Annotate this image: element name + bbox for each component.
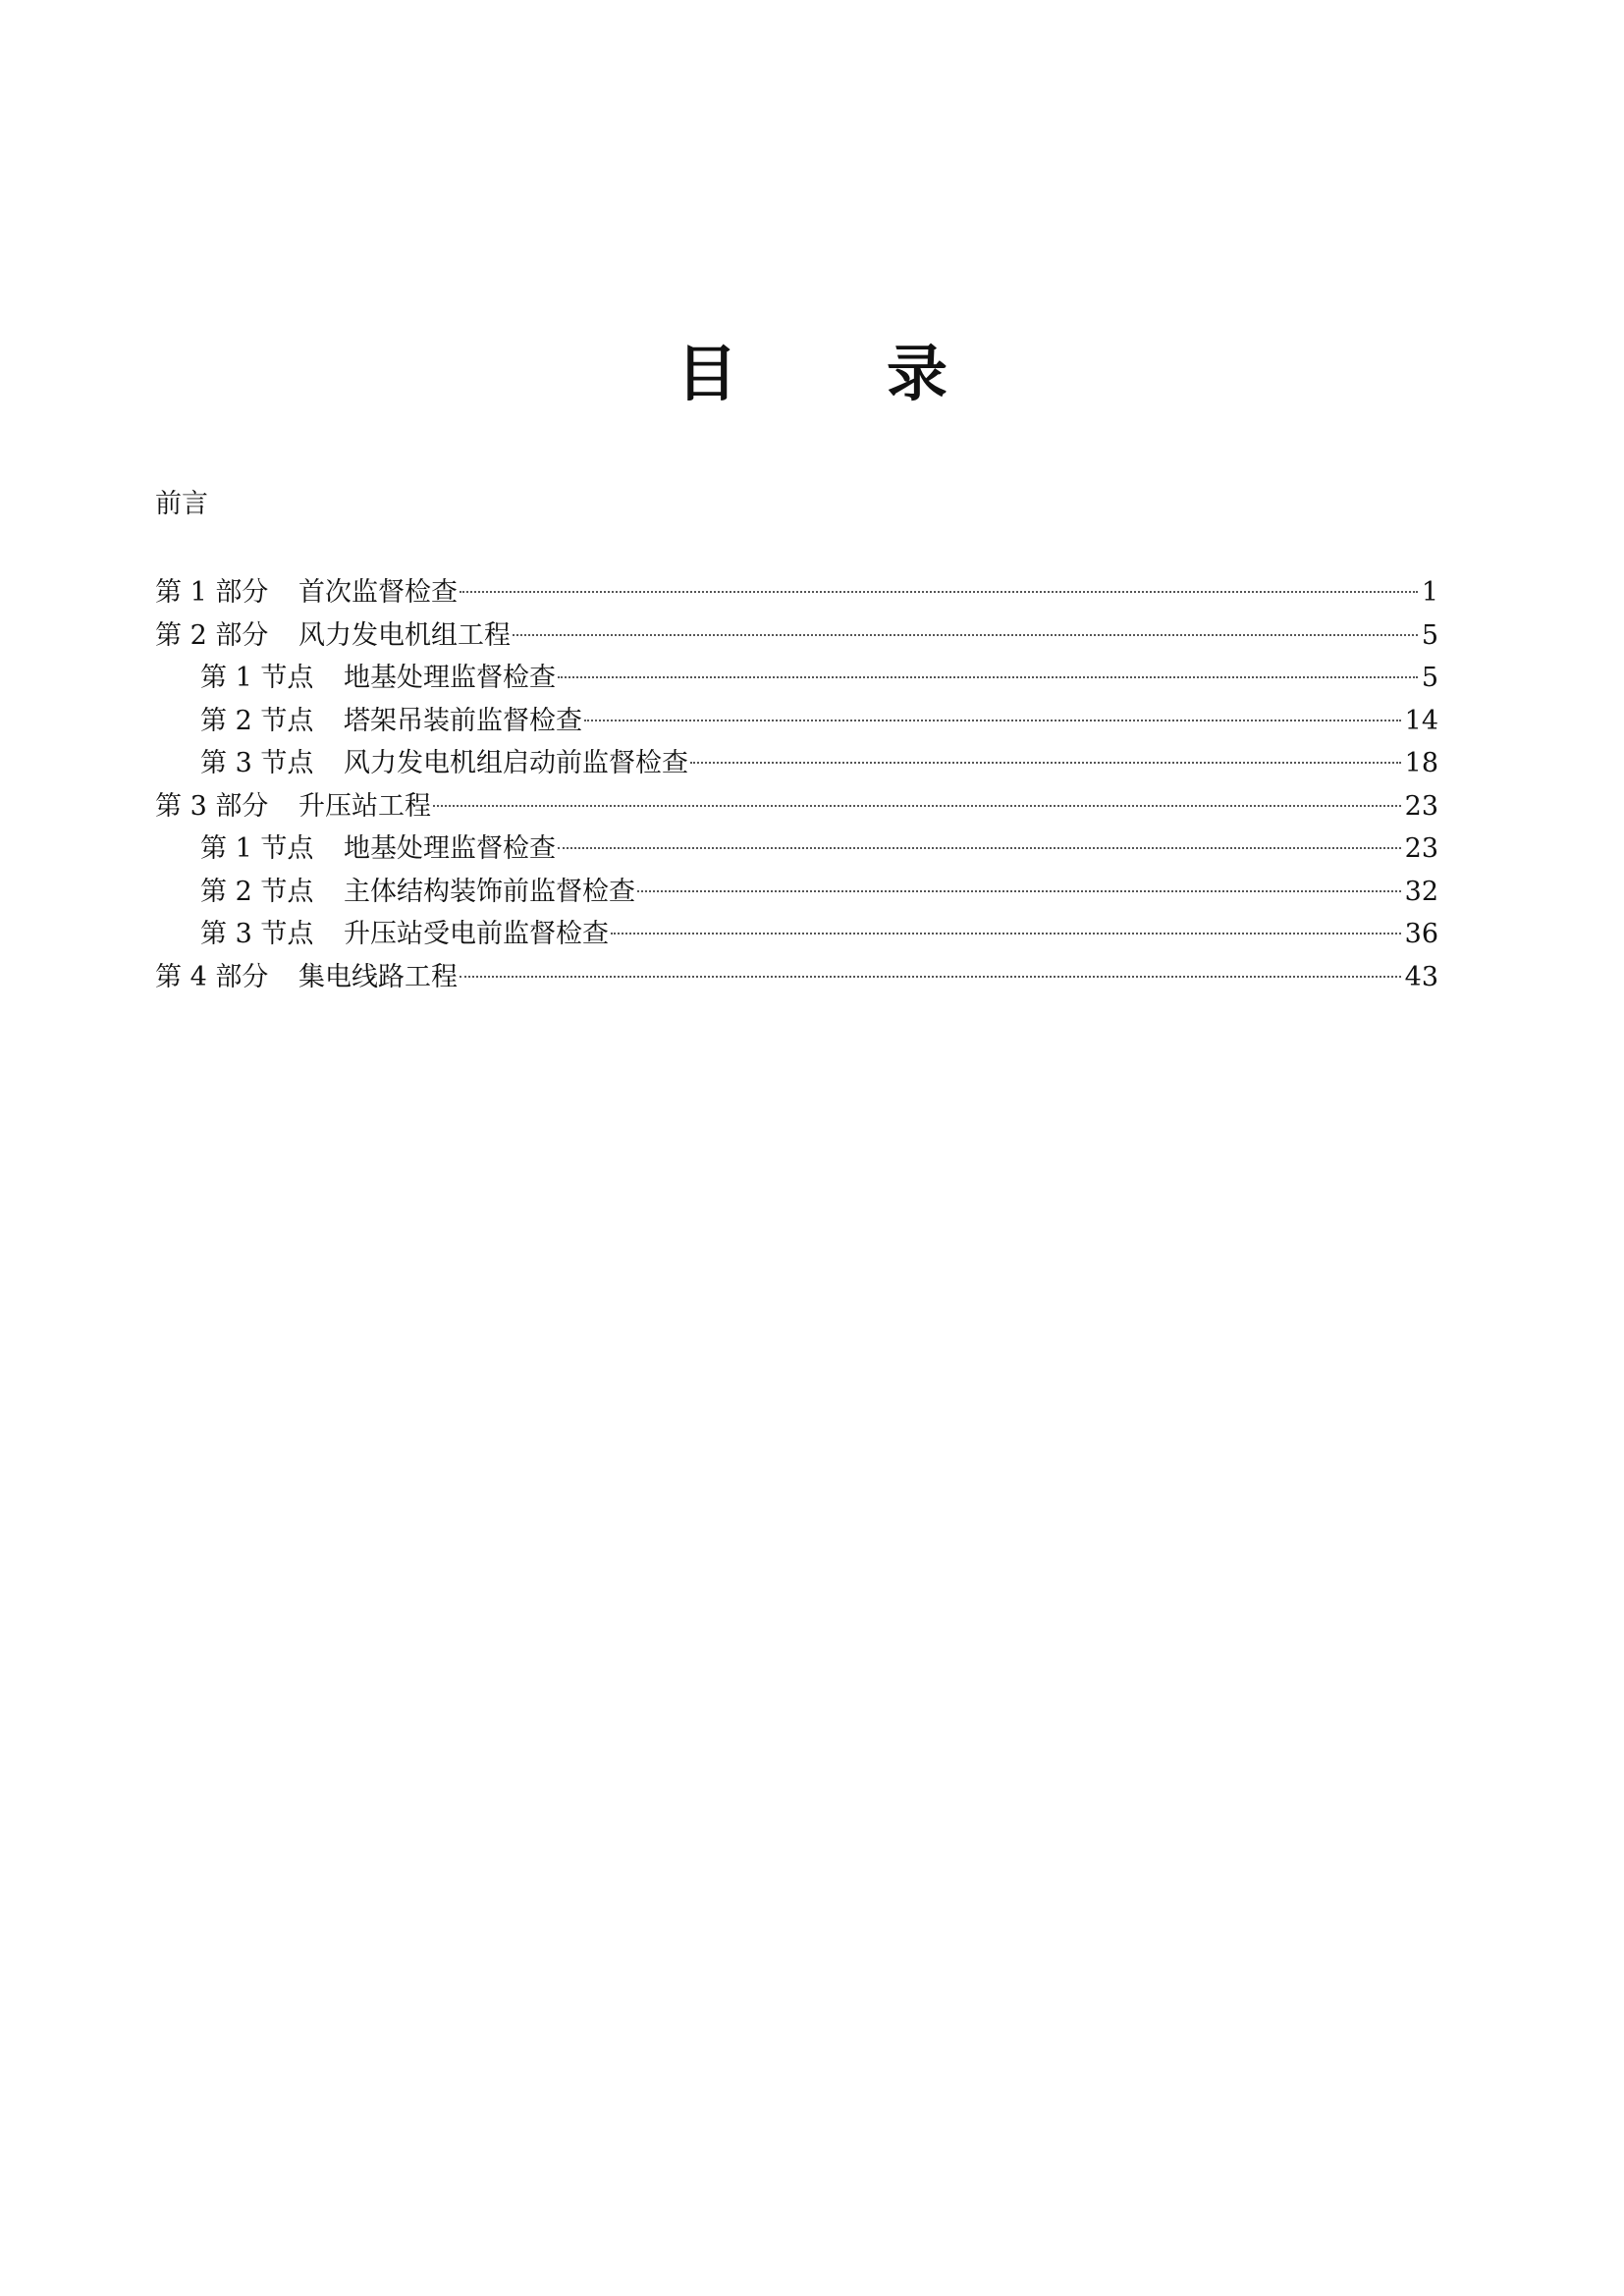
toc-entry-title: 主体结构装饰前监督检查: [344, 876, 635, 907]
toc-entry-part-2-section-2[interactable]: [155, 700, 1438, 743]
toc-entry-page: 14: [1404, 705, 1438, 736]
toc-entry-number: 第 3 节点: [200, 919, 314, 949]
toc-entry-title: 升压站受电前监督检查: [344, 919, 609, 949]
toc-entry-part-2-section-3[interactable]: [155, 742, 1438, 785]
toc-leader-dots: [690, 762, 1401, 764]
toc-entry-page: 36: [1404, 919, 1438, 949]
toc-entry-part-3[interactable]: [155, 785, 1438, 828]
toc-entry-title: 首次监督检查: [298, 577, 458, 608]
title-char-1: 目: [676, 338, 737, 409]
toc-entry-part-3-section-1[interactable]: [155, 828, 1438, 871]
toc-entry-number: 第 2 节点: [200, 876, 314, 907]
toc-leader-dots: [584, 720, 1401, 721]
toc-entry-part-4[interactable]: [155, 956, 1438, 999]
toc-entry-part-3-section-2[interactable]: [155, 871, 1438, 914]
toc-entry-page: 5: [1421, 619, 1438, 651]
toc-entry-part-3-section-3[interactable]: [155, 913, 1438, 956]
toc-entry-page: 23: [1404, 790, 1438, 822]
toc-entry-number: 第 3 节点: [200, 748, 314, 778]
preface-entry[interactable]: 前言: [155, 489, 208, 519]
toc-entry-number: 第 2 部分: [155, 619, 269, 651]
toc-entry-title: 风力发电机组启动前监督检查: [344, 748, 688, 778]
toc-entry-part-1[interactable]: [155, 571, 1438, 614]
toc-leader-dots: [558, 847, 1401, 849]
toc-entry-title: 地基处理监督检查: [344, 663, 556, 693]
toc-entry-page: 1: [1421, 577, 1438, 608]
toc-entry-number: 第 1 节点: [200, 663, 314, 693]
title-char-2: 录: [887, 338, 948, 409]
toc-leader-dots: [460, 591, 1418, 593]
toc-leader-dots: [513, 634, 1418, 636]
toc-entry-title: 塔架吊装前监督检查: [344, 705, 582, 736]
toc-leader-dots: [460, 976, 1401, 978]
table-of-contents: [155, 571, 1438, 998]
toc-entry-title: 升压站工程: [298, 790, 431, 822]
toc-entry-page: 5: [1421, 663, 1438, 693]
toc-entry-page: 18: [1404, 748, 1438, 778]
toc-entry-title: 地基处理监督检查: [344, 833, 556, 864]
page-title: [0, 330, 1624, 418]
toc-leader-dots: [558, 676, 1418, 678]
toc-entry-page: 23: [1404, 833, 1438, 864]
toc-entry-number: 第 3 部分: [155, 790, 269, 822]
toc-entry-page: 32: [1404, 876, 1438, 907]
toc-leader-dots: [637, 890, 1401, 892]
toc-entry-title: 集电线路工程: [298, 961, 458, 992]
toc-entry-number: 第 1 节点: [200, 833, 314, 864]
toc-entry-page: 43: [1404, 961, 1438, 992]
toc-entry-title: 风力发电机组工程: [298, 619, 511, 651]
toc-leader-dots: [611, 933, 1401, 934]
toc-entry-number: 第 1 部分: [155, 577, 269, 608]
toc-entry-number: 第 4 部分: [155, 961, 269, 992]
toc-entry-part-2[interactable]: [155, 614, 1438, 658]
toc-entry-part-2-section-1[interactable]: [155, 657, 1438, 700]
toc-entry-number: 第 2 节点: [200, 705, 314, 736]
toc-leader-dots: [433, 805, 1401, 807]
